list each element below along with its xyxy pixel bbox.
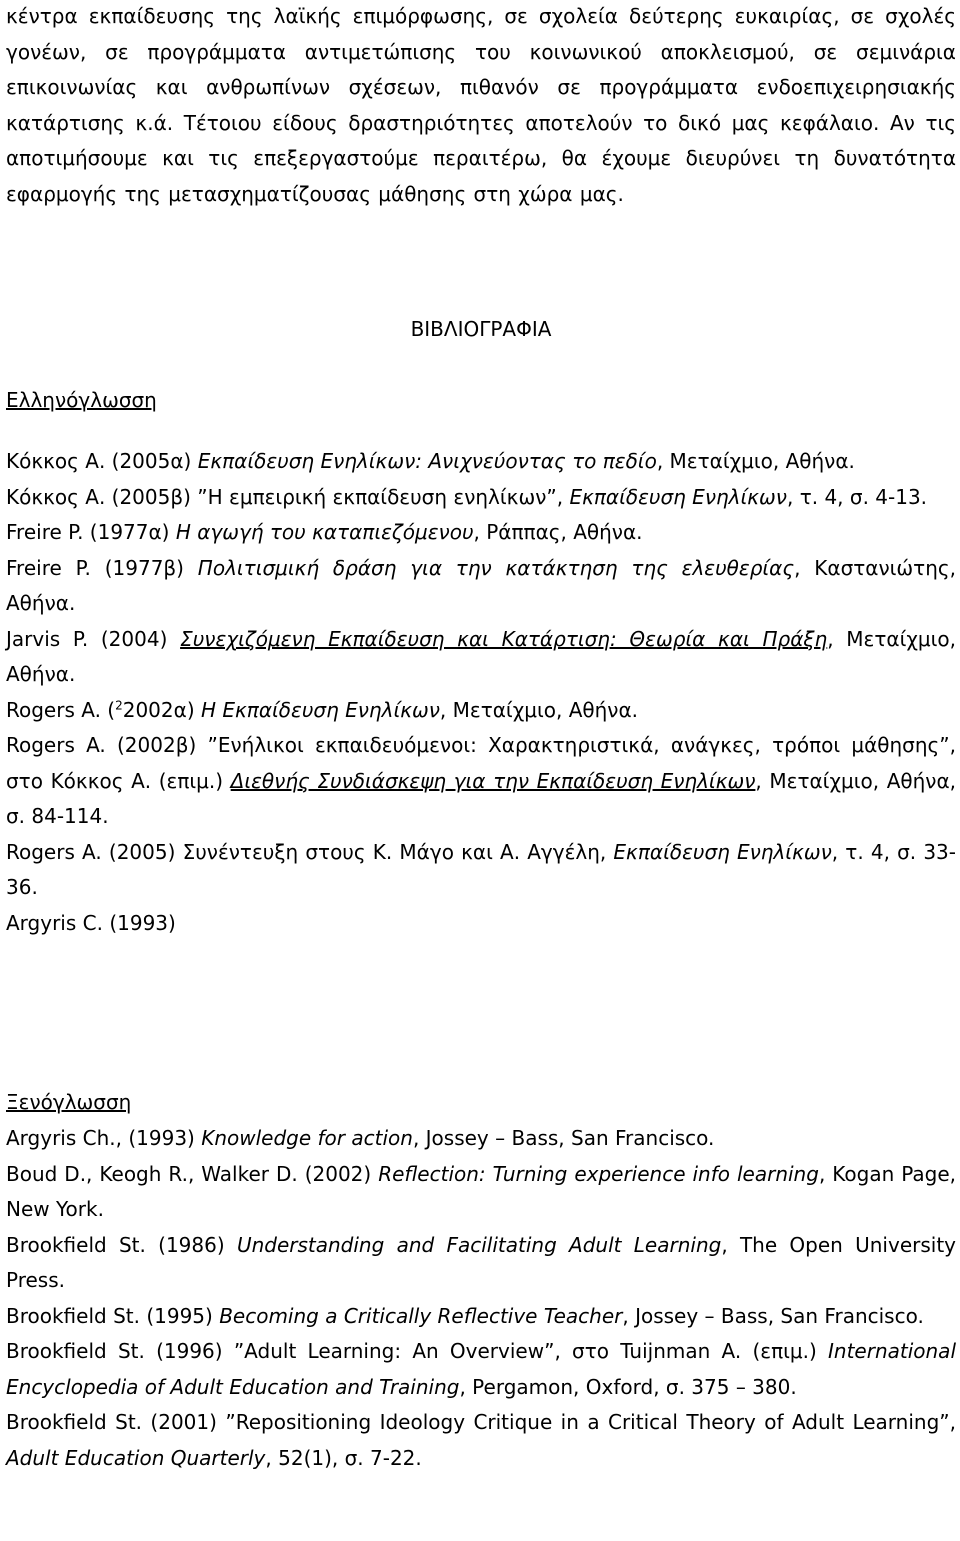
reference-entry: Brookfield St. (1995) Becoming a Critically Reflective Teacher, Jossey – Bass, San Francisco. [6,1303,924,1328]
reference-entry: Rogers A. (2005) Συνέντευξη στους Κ. Μάγο και Α. Αγγέλη, Εκπαίδευση Ενηλίκων, τ. 4, σ. 33-36. [6,839,956,899]
reference-entry: Freire P. (1977β) Πολιτισμική δράση για την κατάκτηση της ελευθερίας, Καστανιώτης, Αθήνα. [6,555,956,615]
reference-entry: Boud D., Keogh R., Walker D. (2002) Reflection: Turning experience info learning, Kogan Page, New York. [6,1161,957,1221]
reference-entry: Brookfield St. (1996) ”Adult Learning: An Overview”, στο Tuijnman A. (επιμ.) International Encyclopedia of Adult Education and Training, Pergamon, Oxford, σ. 375 – 380. [6,1339,956,1399]
reference-entry: Brookfield St. (2001) ”Repositioning Ideology Critique in a Critical Theory of Adult Learning”, Adult Education Quarterly, 52(1), σ. 7-22. [6,1410,956,1470]
reference-entry: Κόκκος Α. (2005β) ”Η εμπειρική εκπαίδευση ενηλίκων”, Εκπαίδευση Ενηλίκων, τ. 4, σ. 4-13. [6,484,928,509]
reference-entry: Argyris C. (1993) [6,910,176,935]
greek-section-heading: Ελληνόγλωσση [6,388,157,412]
intro-paragraph: κέντρα εκπαίδευσης της λαϊκής επιμόρφωσης, σε σχολεία δεύτερης ευκαιρίας, σε σχολές γονέων, σε προγράμματα αντιμετώπισης του κοινωνικού αποκλεισμού, σε σεμινάρια επικοινωνίας και ανθρωπίνων σχέσεων, πιθανόν σε προγράμματα ενδοεπιχειρησιακής κατάρτισης κ.ά. Τέτοιου είδους δραστηριότητες αποτελούν το δικό μας κεφάλαιο. Αν τις αποτιμήσουμε και τις επεξεργαστούμε περαιτέρω, θα έχουμε διευρύνει τη δυνατότητα εφαρμογής της μετασχηματίζουσας μάθησης στη χώρα μας. [6,4,956,206]
reference-entry: Freire P. (1977α) Η αγωγή του καταπιεζόμενου, Ράππας, Αθήνα. [6,520,643,544]
reference-entry: Argyris Ch., (1993) Knowledge for action, Jossey – Bass, San Francisco. [6,1126,715,1150]
foreign-section-heading: Ξενόγλωσση [6,1090,132,1114]
reference-entry: Rogers A. (2002β) ”Ενήλικοι εκπαιδευόμενοι: Χαρακτηριστικά, ανάγκες, τρόποι μάθησης”, στο Κόκκος Α. (επιμ.) Διεθνής Συνδιάσκεψη για την Εκπαίδευση Ενηλίκων, Μεταίχμιο, Αθήνα, σ. 84-114. [6,733,956,828]
reference-entry: Rogers A. ($^2$2002α) Η Εκπαίδευση Ενηλίκων, Μεταίχμιο, Αθήνα. [6,697,638,722]
greek-references [6,444,956,941]
reference-entry: Κόκκος Α. (2005α) Εκπαίδευση Ενηλίκων: Ανιχνεύοντας το πεδίο, Μεταίχμιο, Αθήνα. [6,449,855,473]
reference-entry: Jarvis P. (2004) Συνεχιζόμενη Εκπαίδευση και Κατάρτιση: Θεωρία και Πράξη, Μεταίχμιο, Αθήνα. [6,626,956,686]
foreign-references [6,1121,956,1476]
bibliography-title: ΒΙΒΛΙΟΓΡΑΦΙΑ [410,317,552,341]
reference-entry: Brookfield St. (1986) Understanding and Facilitating Adult Learning, The Open University Press. [6,1232,957,1292]
